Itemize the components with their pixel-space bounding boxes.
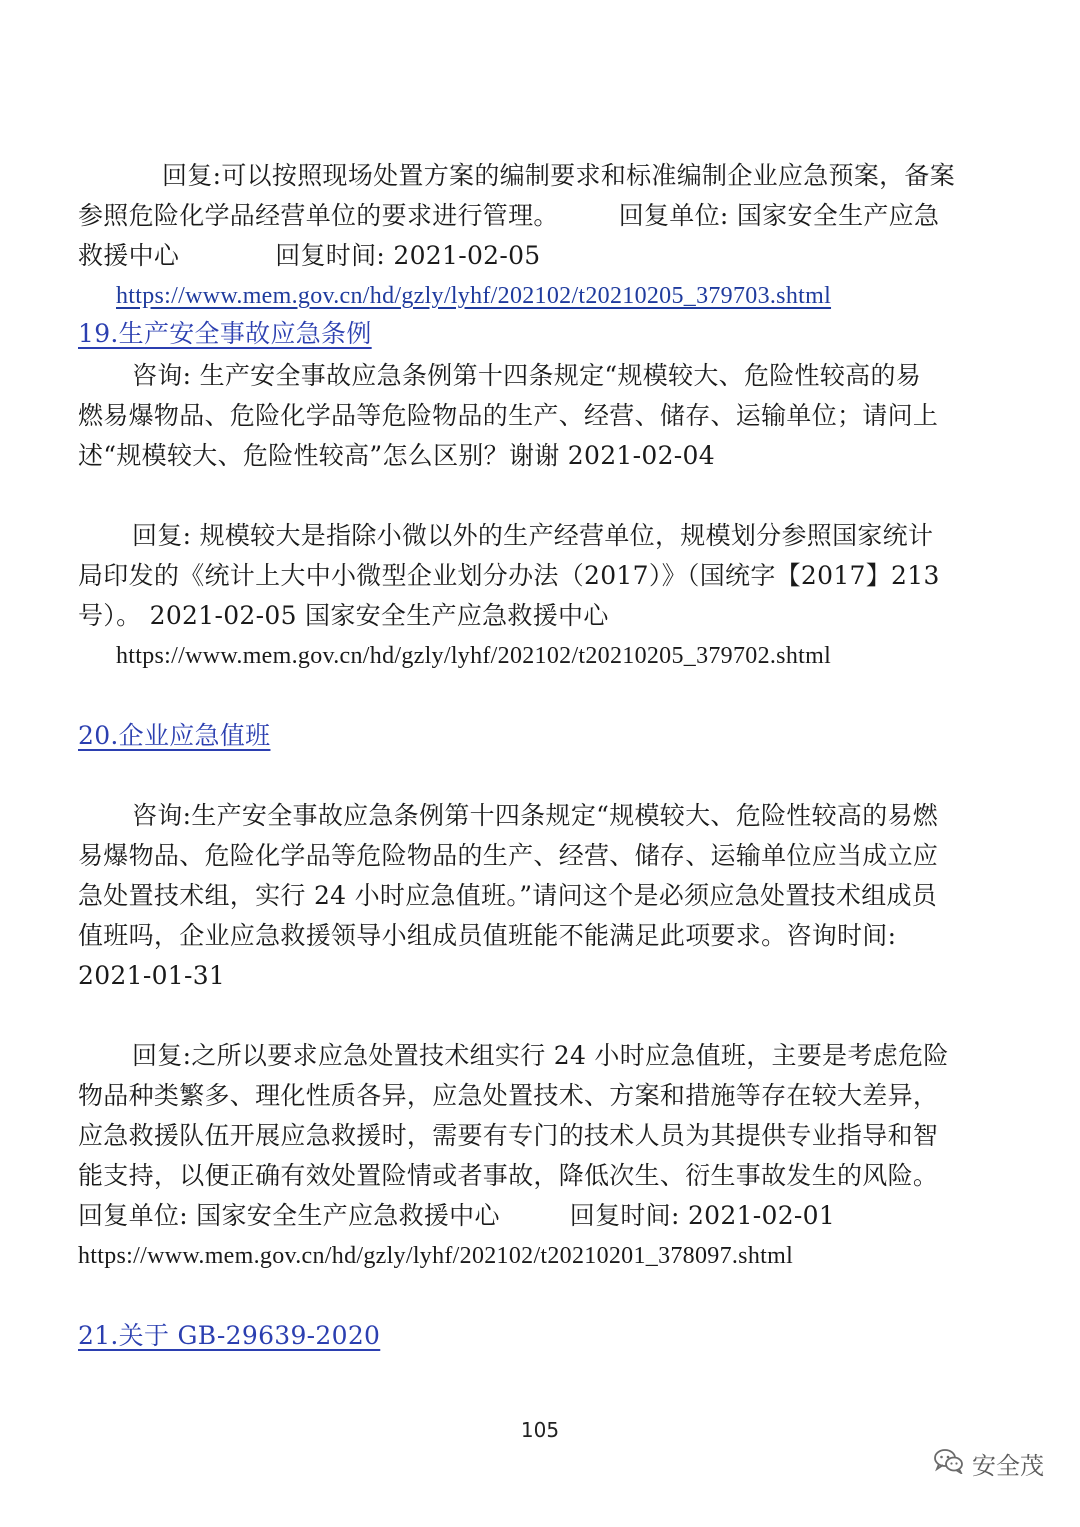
reply-text-line: 应急救援队伍开展应急救援时，需要有专门的技术人员为其提供专业指导和智 (78, 1121, 939, 1150)
reply-text-line (78, 236, 541, 276)
reply-text-line: 回复:可以按照现场处置方案的编制要求和标准编制企业应急预案，备案 (162, 161, 956, 190)
reply-text-line: 号）。 2021-02-05 国家安全生产应急救援中心 (78, 601, 609, 630)
consult-text-line: 燃易爆物品、危险化学品等危险物品的生产、经营、储存、运输单位；请问上 (78, 401, 939, 430)
reply-text-line: 局印发的《统计上大中小微型企业划分办法（2017）》（国统字【2017】213 (78, 561, 940, 590)
consult-text-line: 咨询:生产安全事故应急条例第十四条规定“规模较大、危险性较高的易燃 (132, 801, 939, 830)
reply-time: 回复时间: 2021-02-01 (569, 1201, 836, 1230)
reply-text: 参照危险化学品经营单位的要求进行管理。 (78, 201, 559, 230)
section-heading-20[interactable]: 20.企业应急值班 (78, 721, 271, 750)
reply-meta-line (78, 1196, 835, 1236)
consult-text-line: 咨询: 生产安全事故应急条例第十四条规定“规模较大、危险性较高的易 (132, 361, 922, 390)
watermark-text: 安全茂 (972, 1452, 1044, 1480)
reply-text-line: 物品种类繁多、理化性质各异，应急处置技术、方案和措施等存在较大差异， (78, 1081, 939, 1110)
reply-text-line: 能支持，以便正确有效处置险情或者事故，降低次生、衍生事故发生的风险。 (78, 1161, 939, 1190)
reply-unit: 回复单位: 国家安全生产应急 (618, 201, 940, 230)
consult-text-line: 值班吗，企业应急救援领导小组成员值班能不能满足此项要求。咨询时间: (78, 921, 897, 950)
consult-text-line: 易爆物品、危险化学品等危险物品的生产、经营、储存、运输单位应当成立应 (78, 841, 939, 870)
reply-text-line (78, 196, 939, 236)
section-heading-19[interactable]: 19.生产安全事故应急条例 (78, 319, 372, 348)
reply-text-line: 回复:之所以要求应急处置技术组实行 24 小时应急值班，主要是考虑危险 (132, 1041, 949, 1070)
source-url: https://www.mem.gov.cn/hd/gzly/lyhf/202102/t20210201_378097.shtml (78, 1243, 794, 1269)
reply-unit: 回复单位: 国家安全生产应急救援中心 (78, 1201, 500, 1230)
section-heading-21[interactable]: 21.关于 GB-29639-2020 (78, 1321, 381, 1350)
wechat-icon (934, 1448, 964, 1480)
consult-text-line: 述“规模较大、危险性较高”怎么区别？谢谢 2021-02-04 (78, 441, 715, 470)
reply-text-line: 回复: 规模较大是指除小微以外的生产经营单位，规模划分参照国家统计 (132, 521, 934, 550)
source-url: https://www.mem.gov.cn/hd/gzly/lyhf/202102/t20210205_379702.shtml (116, 643, 832, 669)
watermark (934, 1446, 1044, 1481)
page-number: 105 (520, 1418, 560, 1442)
consult-text-line: 急处置技术组，实行 24 小时应急值班。”请问这个是必须应急处置技术组成员 (78, 881, 938, 910)
reply-time: 回复时间: 2021-02-05 (275, 241, 541, 270)
consult-time: 2021-01-31 (78, 961, 226, 990)
reply-text: 救援中心 (78, 241, 180, 270)
source-link[interactable]: https://www.mem.gov.cn/hd/gzly/lyhf/202102/t20210205_379703.shtml (116, 283, 832, 309)
